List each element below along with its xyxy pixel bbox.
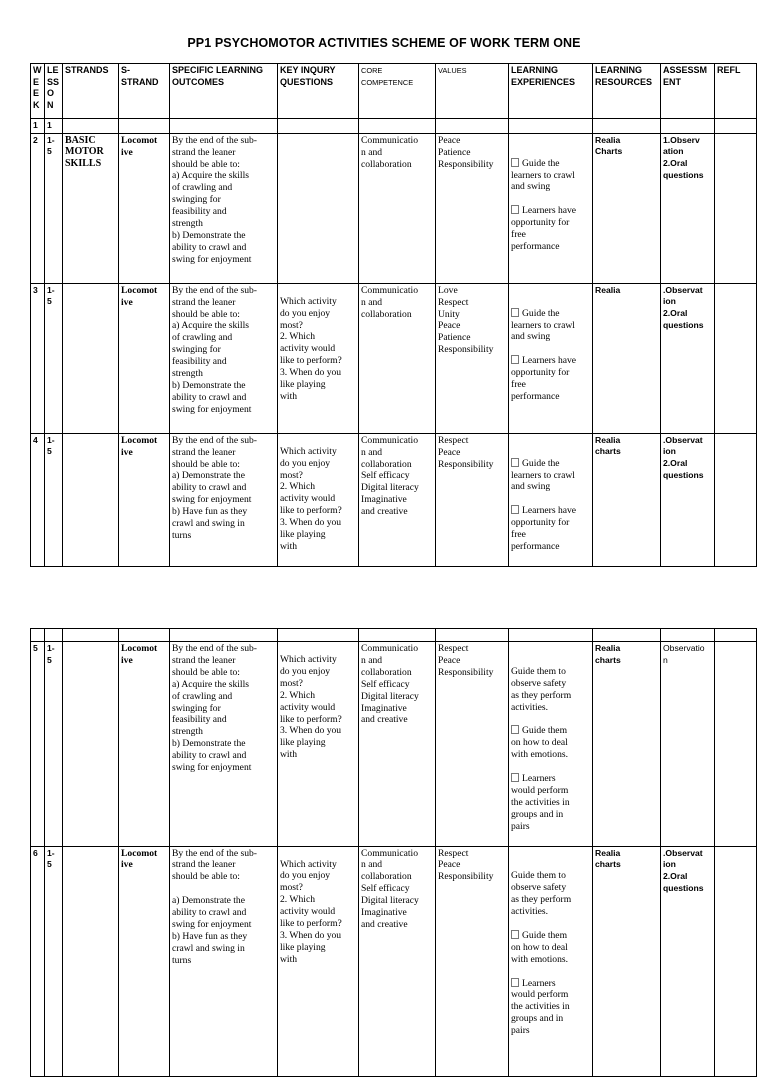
values-cell: Respect Peace Responsibility [436,433,509,566]
header-reflection: REFL [715,64,757,119]
header-strands: STRANDS [63,64,119,119]
assessment-cell: 1.Observ ation 2.Oral questions [661,133,715,283]
assessment-cell: .Observat ion 2.Oral questions [661,433,715,566]
resources-cell: Realia charts [593,846,661,1076]
checkbox-bullet-icon [511,930,519,939]
list-item: Learners have opportunity for free performance [511,505,577,552]
outcomes-cell: By the end of the sub- strand the leaner should be able to: a) Demonstrate the ability to crawl and swing for enjoyment b) Have fun as they crawl and swing in turns [170,433,278,566]
strand-cell [63,283,119,433]
assessment-cell: .Observat ion 2.Oral questions [661,283,715,433]
table-row [31,642,757,847]
list-item: Guide the learners to crawl and swing [511,157,575,193]
assessment-cell: Observatio n [661,642,715,847]
table-row [31,133,757,283]
header-competence: CORE COMPETENCE [359,64,436,119]
scheme-table-page-2 [30,628,757,1077]
reflection-cell [715,133,757,283]
values-cell: Peace Patience Responsibility [436,133,509,283]
lesson-cell: 1- 5 [45,642,63,847]
reflection-cell [715,283,757,433]
competence-cell: Communicatio n and collaboration [359,283,436,433]
lesson-cell: 1- 5 [45,283,63,433]
values-cell: Love Respect Unity Peace Patience Responsibility [436,283,509,433]
values-cell: Respect Peace Responsibility [436,846,509,1076]
questions-cell [278,133,359,283]
competence-cell: Communicatio n and collaboration Self efficacy Digital literacy Imaginative and creative [359,846,436,1076]
experiences-cell [509,642,593,847]
scheme-table-page-1 [30,63,757,567]
experiences-cell [509,283,593,433]
checkbox-bullet-icon [511,458,519,467]
outcomes-cell: By the end of the sub- strand the leaner should be able to: a) Acquire the skills of crawling and swinging for feasibility and strength b) Demonstrate the ability to crawl and swing for enjoyment [170,133,278,283]
competence-cell: Communicatio n and collaboration Self efficacy Digital literacy Imaginative and creative [359,642,436,847]
lesson-cell: 1- 5 [45,133,63,283]
checkbox-bullet-icon [511,773,519,782]
header-lesson: LE SS O N [45,64,63,119]
questions-cell: Which activity do you enjoy most? 2. Which activity would like to perform? 3. When do you like playing with [278,433,359,566]
header-week: W E E K [31,64,45,119]
checkbox-bullet-icon [511,505,519,514]
sub-strand-cell: Locomot ive [119,642,170,847]
reflection-cell [715,642,757,847]
strand-cell [63,642,119,847]
list-item: Guide them on how to deal with emotions. [511,929,569,965]
list-item: Learners would perform the activities in groups and in pairs [511,977,570,1037]
resources-cell: Realia [593,283,661,433]
list-item: Guide the learners to crawl and swing [511,307,575,343]
competence-cell: Communicatio n and collaboration [359,133,436,283]
list-item: Guide the learners to crawl and swing [511,457,575,493]
checkbox-bullet-icon [511,205,519,214]
week-cell: 6 [31,846,45,1076]
sub-strand-cell: Locomot ive [119,283,170,433]
table-row [31,283,757,433]
sub-strand-cell: Locomot ive [119,846,170,1076]
week-cell: 2 [31,133,45,283]
sub-strand-cell: Locomot ive [119,133,170,283]
questions-cell: Which activity do you enjoy most? 2. Which activity would like to perform? 3. When do you like playing with [278,642,359,847]
competence-cell: Communicatio n and collaboration Self efficacy Digital literacy Imaginative and creative [359,433,436,566]
header-sub-strand: S- STRAND [119,64,170,119]
strand-cell [63,846,119,1076]
resources-cell: Realia charts [593,433,661,566]
reflection-cell [715,846,757,1076]
values-cell: Respect Peace Responsibility [436,642,509,847]
list-item: Learners have opportunity for free performance [511,205,577,252]
experiences-cell [509,433,593,566]
checkbox-bullet-icon [511,978,519,987]
table-row [31,119,757,134]
checkbox-bullet-icon [511,725,519,734]
resources-cell: Realia Charts [593,133,661,283]
week-cell: 4 [31,433,45,566]
lesson-cell: 1 [45,119,63,134]
lesson-cell: 1- 5 [45,433,63,566]
list-item: Guide them to observe safety as they perform activities. [511,665,572,713]
header-resources: LEARNING RESOURCES [593,64,661,119]
assessment-cell: .Observat ion 2.Oral questions [661,846,715,1076]
list-item: Guide them on how to deal with emotions. [511,725,569,761]
list-item: Guide them to observe safety as they perform activities. [511,870,572,918]
questions-cell: Which activity do you enjoy most? 2. Which activity would like to perform? 3. When do you like playing with [278,846,359,1076]
experiences-cell [509,133,593,283]
header-values: VALUES [436,64,509,119]
list-item: Learners would perform the activities in groups and in pairs [511,773,570,832]
strand-cell: BASIC MOTOR SKILLS [63,133,119,283]
outcomes-cell: By the end of the sub- strand the leaner should be able to: a) Acquire the skills of crawling and swinging for feasibility and strength b) Demonstrate the ability to crawl and swing for enjoyment [170,283,278,433]
outcomes-cell: By the end of the sub- strand the leaner should be able to: a) Acquire the skills of crawling and swinging for feasibility and strength b) Demonstrate the ability to crawl and swing for enjoyment [170,642,278,847]
checkbox-bullet-icon [511,355,519,364]
week-cell: 1 [31,119,45,134]
header-experiences: LEARNING EXPERIENCES [509,64,593,119]
table-row [31,629,757,642]
strand-cell [63,433,119,566]
reflection-cell [715,433,757,566]
week-cell: 5 [31,642,45,847]
resources-cell: Realia charts [593,642,661,847]
list-item: Learners have opportunity for free performance [511,355,577,402]
table-row [31,433,757,566]
header-outcomes: SPECIFIC LEARNING OUTCOMES [170,64,278,119]
checkbox-bullet-icon [511,158,519,167]
header-questions: KEY INQURY QUESTIONS [278,64,359,119]
table-row [31,846,757,1076]
lesson-cell: 1- 5 [45,846,63,1076]
experiences-cell [509,846,593,1076]
header-assessment: ASSESSM ENT [661,64,715,119]
questions-cell: Which activity do you enjoy most? 2. Which activity would like to perform? 3. When do you like playing with [278,283,359,433]
sub-strand-cell: Locomot ive [119,433,170,566]
header-row [31,64,757,119]
page-title: PP1 PSYCHOMOTOR ACTIVITIES SCHEME OF WORK TERM ONE [187,36,581,50]
checkbox-bullet-icon [511,308,519,317]
outcomes-cell: By the end of the sub- strand the leaner should be able to: a) Demonstrate the ability to crawl and swing for enjoyment b) Have fun as they crawl and swing in turns [170,846,278,1076]
week-cell: 3 [31,283,45,433]
